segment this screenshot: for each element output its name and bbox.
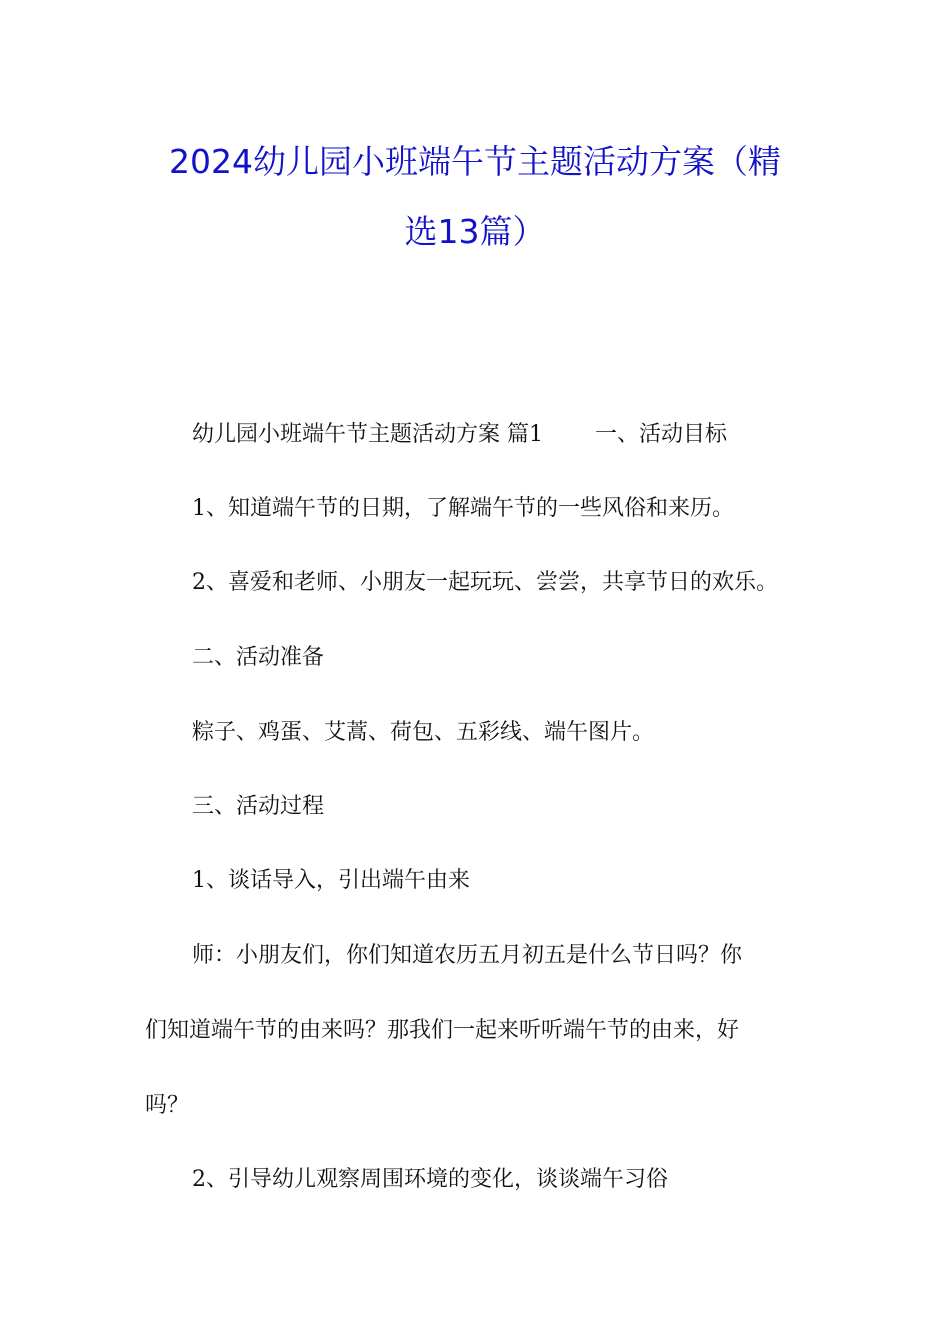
dialog-line-2: 们知道端午节的由来吗？那我们一起来听听端午节的由来，好 — [145, 1018, 740, 1043]
document-title-line-2: 选13篇） — [404, 212, 546, 251]
article-heading: 幼儿园小班端午节主题活动方案 篇1 — [192, 422, 543, 447]
section-heading-preparation: 二、活动准备 — [192, 645, 325, 670]
section-heading-process: 三、活动过程 — [192, 794, 325, 819]
section-heading-goals: 一、活动目标 — [595, 422, 728, 447]
goal-item-1: 1、知道端午节的日期，了解端午节的一些风俗和来历。 — [192, 496, 734, 521]
process-step-2: 2、引导幼儿观察周围环境的变化，谈谈端午习俗 — [192, 1167, 668, 1192]
document-title-line-1: 2024幼儿园小班端午节主题活动方案（精 — [169, 142, 781, 181]
materials-text: 粽子、鸡蛋、艾蒿、荷包、五彩线、端午图片。 — [192, 720, 655, 745]
dialog-line-3: 吗？ — [145, 1093, 190, 1118]
goal-item-2: 2、喜爱和老师、小朋友一起玩玩、尝尝，共享节日的欢乐。 — [192, 570, 778, 595]
dialog-line-1: 师：小朋友们，你们知道农历五月初五是什么节日吗？你 — [192, 943, 743, 968]
article-heading-row — [192, 420, 727, 450]
process-step-1: 1、谈话导入，引出端午由来 — [192, 868, 470, 893]
